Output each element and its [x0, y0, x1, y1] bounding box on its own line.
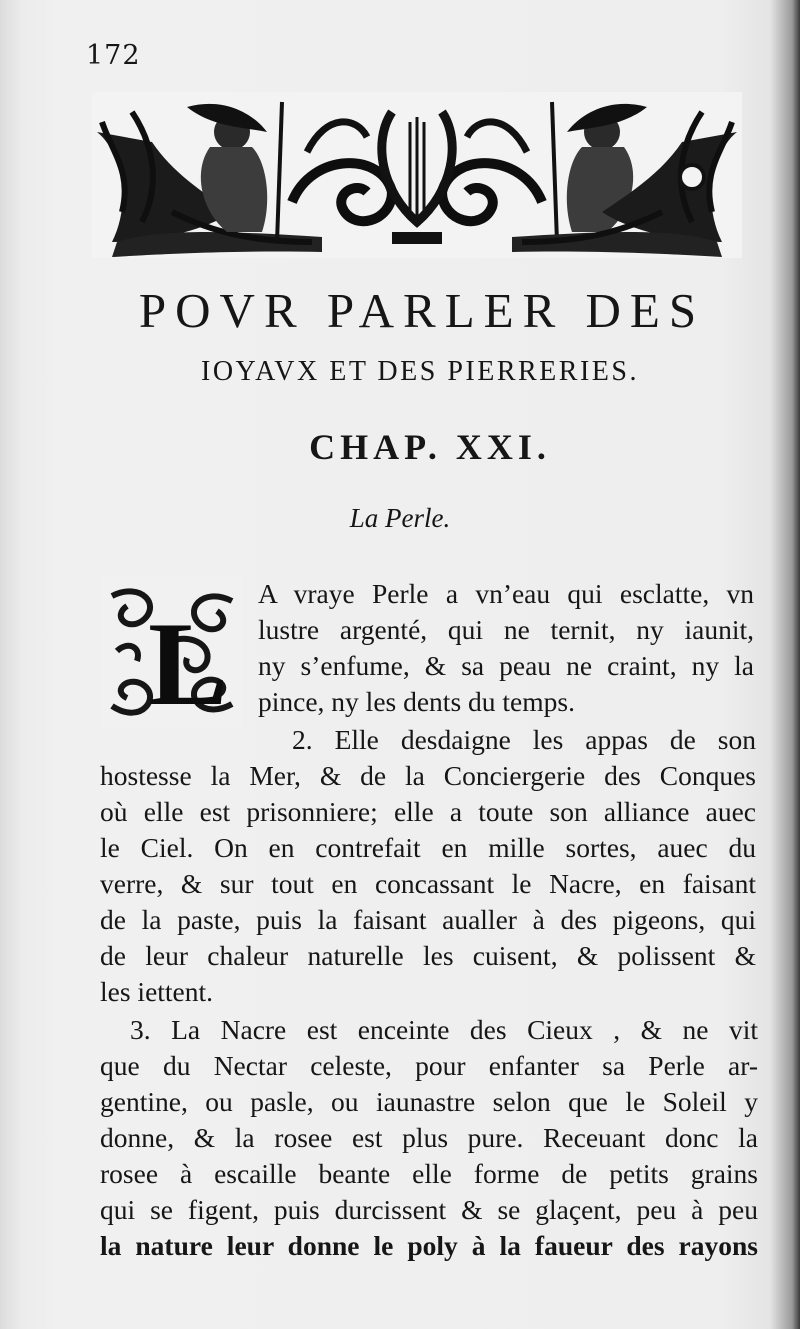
section-title: La Perle. — [349, 503, 451, 533]
decorated-initial-L — [102, 576, 242, 728]
text-line: hostesse la Mer, & de la Conciergerie des Conques — [100, 760, 756, 791]
text-line: de leur chaleur naturelle les cuisent, & polissent & — [100, 940, 756, 971]
text-line: les iettent. — [100, 976, 214, 1007]
text-line: où elle est prisonniere; elle a toute son alliance auec — [100, 796, 756, 827]
text-line: 3. La Nacre est enceinte des Cieux , & ne vit — [130, 1014, 758, 1045]
dropcap-letter: L — [148, 597, 229, 728]
text-line: pince, ny les dents du temps. — [258, 686, 575, 717]
text-line: gentine, ou pasle, ou iaunastre selon que le Soleil y — [100, 1086, 758, 1117]
page-number: 172 — [86, 40, 141, 71]
text-line: de la paste, puis la faisant aualler à des pigeons, qui — [100, 904, 756, 935]
text-line: rosee à escaille beante elle forme de petits grains — [100, 1158, 758, 1189]
text-line: donne, & la rosee est plus pure. Receuant donc la — [100, 1122, 758, 1153]
title-line-2: IOYAVX ET DES PIERRERIES. — [201, 356, 639, 387]
text-line: qui se figent, puis durcissent & se glaçent, peu à peu — [100, 1194, 758, 1225]
woodcut-headpiece-ornament — [92, 92, 742, 258]
text-line: la nature leur donne le poly à la faueur des rayons — [100, 1230, 758, 1261]
text-line: lustre argenté, qui ne ternit, ny iaunit, — [258, 614, 754, 645]
text-line: A vraye Perle a vn’eau qui esclatte, vn — [258, 578, 754, 609]
chapter-heading: CHAP. XXI. — [309, 427, 551, 467]
title-line-1: POVR PARLER DES — [138, 283, 706, 338]
text-line: 2. Elle desdaigne les appas de son — [292, 724, 756, 755]
text-line: verre, & sur tout en concassant le Nacre, en faisant — [100, 868, 756, 899]
text-line: ny s’enfume, & sa peau ne craint, ny la — [258, 650, 754, 681]
text-line: que du Nectar celeste, pour enfanter sa Perle ar- — [100, 1050, 758, 1081]
text-line: le Ciel. On en contrefait en mille sortes, auec du — [100, 832, 756, 863]
